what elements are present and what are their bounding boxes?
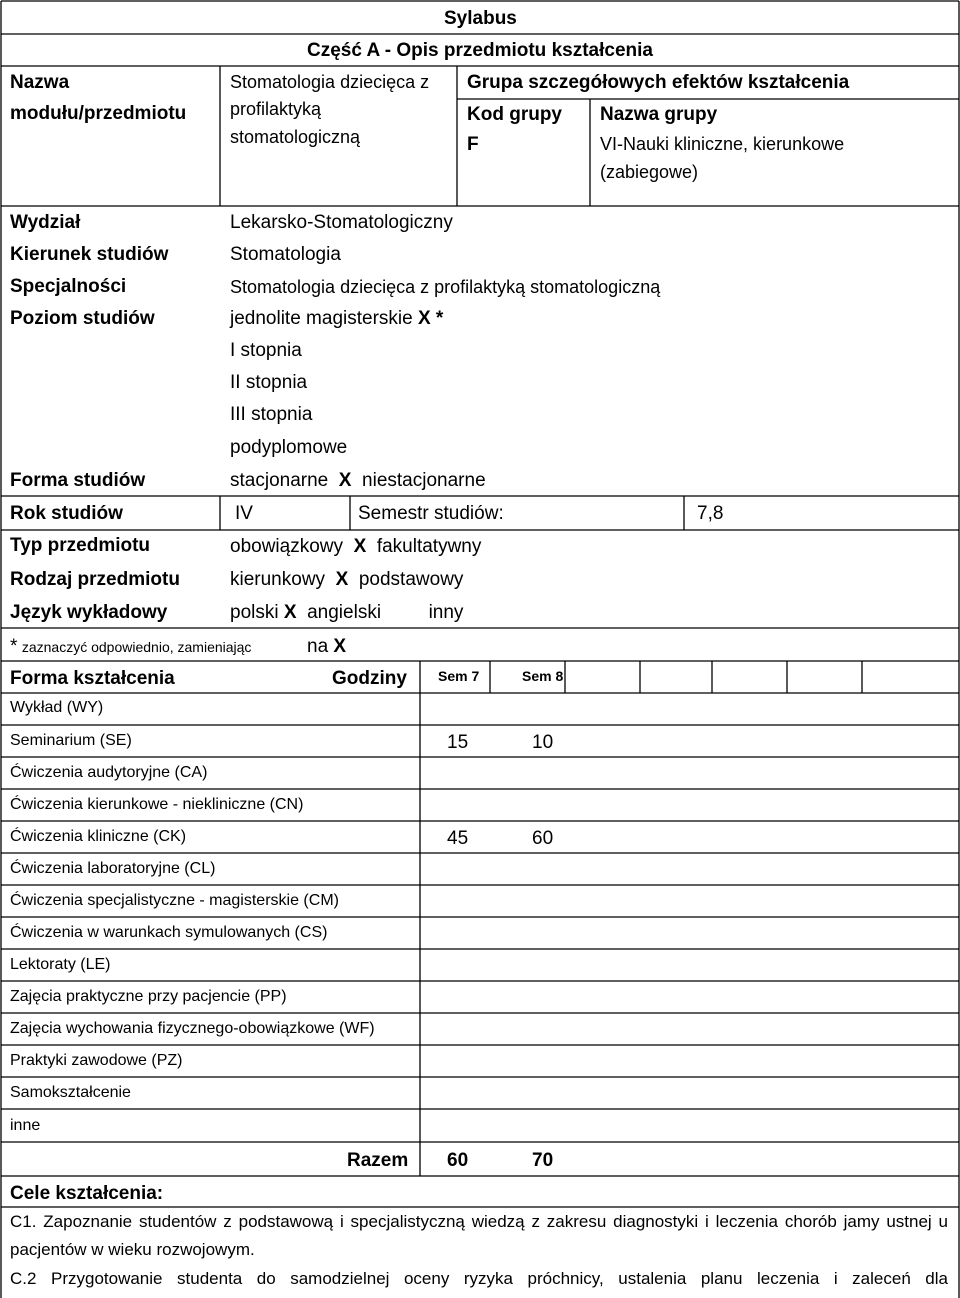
hours-row-label: Zajęcia wychowania fizycznego-obowiązkowe (WF) <box>10 1020 375 1037</box>
level-option-unified-label: jednolite magisterskie <box>230 308 413 329</box>
study-form-options <box>230 471 486 490</box>
group-name-line2: (zabiegowe) <box>600 162 699 182</box>
goal-c2: C.2 Przygotowanie studenta do samodzielnej oceny ryzyka próchnicy, ustalenia planu leczenia i zaleceń dla <box>10 1269 948 1288</box>
syllabus-subtitle: Część A - Opis przedmiotu kształcenia <box>307 40 653 61</box>
hours-row-label: Zajęcia praktyczne przy pacjencie (PP) <box>10 988 287 1005</box>
study-form-label: Forma studiów <box>10 470 146 491</box>
subject-type-optional: fakultatywny <box>376 536 482 557</box>
hours-row-sem7: 45 <box>447 828 469 849</box>
specialty-value: Stomatologia dziecięca z profilaktyką stomatologiczną <box>230 277 661 297</box>
level-option-unified <box>230 309 443 328</box>
year-value: IV <box>235 503 253 524</box>
hours-row-label: Ćwiczenia audytoryjne (CA) <box>10 764 208 781</box>
total-sem7: 60 <box>447 1150 469 1171</box>
hours-row-label: Lektoraty (LE) <box>10 956 111 973</box>
group-code-label: Kod grupy <box>467 104 562 125</box>
subject-type-mark: X <box>353 536 367 557</box>
group-name-label: Nazwa grupy <box>600 104 718 125</box>
hours-row-sem8: 60 <box>532 828 554 849</box>
hours-row-label: Praktyki zawodowe (PZ) <box>10 1052 183 1069</box>
level-option-third: III stopnia <box>230 404 313 425</box>
group-name-line1: VI-Nauki kliniczne, kierunkowe <box>600 134 845 154</box>
syllabus-title: Sylabus <box>444 8 517 29</box>
hours-row-sem8: 10 <box>532 732 554 753</box>
faculty-value: Lekarsko-Stomatologiczny <box>230 212 453 233</box>
sem8-header: Sem 8 <box>522 668 564 684</box>
semester-value: 7,8 <box>697 503 724 524</box>
hours-row-label: Ćwiczenia kliniczne (CK) <box>10 828 187 845</box>
module-name-line1: Stomatologia dziecięca z <box>230 72 430 92</box>
hours-row-label: Wykład (WY) <box>10 699 104 716</box>
hours-row-label: Samokształcenie <box>10 1084 131 1101</box>
marking-note-x: X <box>333 636 347 657</box>
subject-kind-basic: podstawowy <box>358 569 464 590</box>
field-label: Kierunek studiów <box>10 244 169 265</box>
marking-note-na: na <box>307 636 329 657</box>
year-label: Rok studiów <box>10 503 123 524</box>
level-option-postgraduate: podyplomowe <box>230 437 348 458</box>
marking-note-text: zaznaczyć odpowiednio, zamieniając <box>21 639 252 655</box>
language-options <box>230 603 463 622</box>
module-name-line3: stomatologiczną <box>230 127 361 147</box>
hours-row-label: inne <box>10 1117 41 1134</box>
language-label: Język wykładowy <box>10 602 168 623</box>
hours-row-label: Ćwiczenia w warunkach symulowanych (CS) <box>10 924 328 941</box>
hours-row-sem7: 15 <box>447 732 469 753</box>
group-header: Grupa szczegółowych efektów kształcenia <box>467 72 850 93</box>
group-code-value: F <box>467 134 479 155</box>
specialty-label: Specjalności <box>10 276 127 297</box>
level-label: Poziom studiów <box>10 308 155 329</box>
language-polish: polski <box>230 602 279 623</box>
subject-kind-mark: X <box>335 569 349 590</box>
hours-row-label: Seminarium (SE) <box>10 732 132 749</box>
total-label: Razem <box>347 1150 409 1171</box>
level-option-first: I stopnia <box>230 340 302 361</box>
study-form-mark: X <box>338 470 352 491</box>
goals-header: Cele kształcenia: <box>10 1183 164 1204</box>
level-option-unified-mark: X * <box>417 308 444 329</box>
semester-label: Semestr studiów: <box>358 503 504 524</box>
study-form-parttime: niestacjonarne <box>362 470 486 491</box>
marking-note-na-x <box>307 637 346 656</box>
level-option-second: II stopnia <box>230 372 308 393</box>
subject-type-mandatory: obowiązkowy <box>230 536 343 557</box>
language-english: angielski <box>307 602 382 623</box>
subject-kind-directional: kierunkowy <box>230 569 326 590</box>
hours-row-label: Ćwiczenia kierunkowe - niekliniczne (CN) <box>10 796 304 813</box>
field-value: Stomatologia <box>230 244 341 265</box>
faculty-label: Wydział <box>10 212 81 233</box>
hours-row-label: Ćwiczenia specjalistyczne - magisterskie (CM) <box>10 892 339 909</box>
hours-row-label: Ćwiczenia laboratoryjne (CL) <box>10 860 216 877</box>
subject-kind-options <box>230 570 463 589</box>
module-label-line2: modułu/przedmiotu <box>10 103 187 124</box>
form-header: Forma kształcenia <box>10 668 175 689</box>
subject-type-options <box>230 537 481 556</box>
goal-c1: C1. Zapoznanie studentów z podstawową i specjalistyczną wiedzą z zakresu diagnostyki i leczenia chorób jamy ustnej u pacjentów w wieku rozwojowym. <box>10 1212 948 1259</box>
marking-note <box>10 637 251 656</box>
marking-note-star: * <box>10 636 18 657</box>
language-mark: X <box>283 602 297 623</box>
module-name-line2: profilaktyką <box>230 99 322 119</box>
subject-type-label: Typ przedmiotu <box>10 535 151 556</box>
hours-header: Godziny <box>332 668 407 689</box>
language-other: inny <box>428 602 464 623</box>
total-sem8: 70 <box>532 1150 554 1171</box>
study-form-fulltime: stacjonarne <box>230 470 329 491</box>
sem7-header: Sem 7 <box>438 668 480 684</box>
module-label-line1: Nazwa <box>10 72 70 93</box>
subject-kind-label: Rodzaj przedmiotu <box>10 569 180 590</box>
